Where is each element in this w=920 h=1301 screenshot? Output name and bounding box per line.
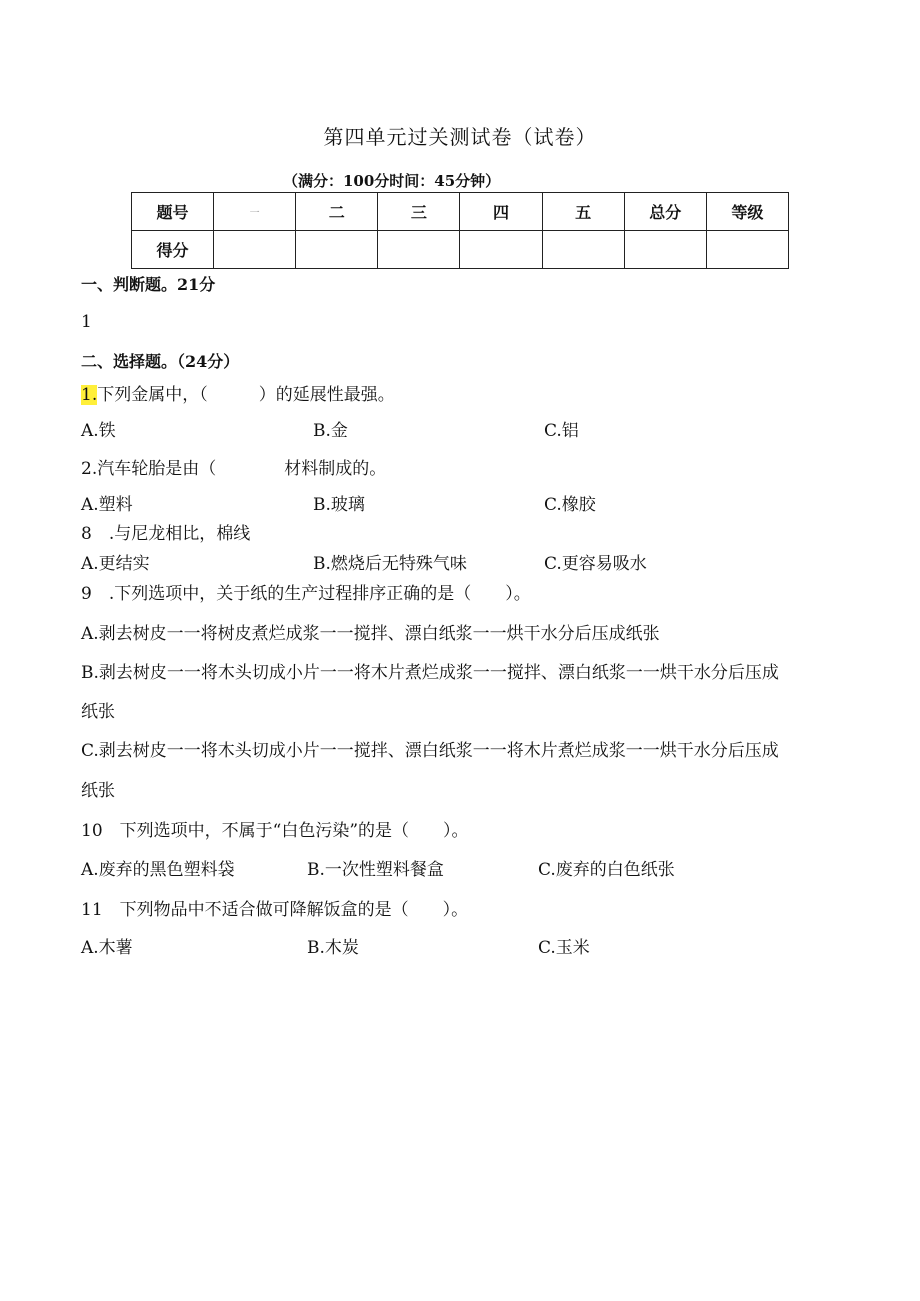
score-cell[interactable] xyxy=(214,231,296,269)
page-title: 第四单元过关测试卷（试卷） xyxy=(323,125,597,149)
score-row-label: 得分 xyxy=(132,231,214,269)
score-cell[interactable] xyxy=(542,231,624,269)
q8-option-b: B.燃烧后无特殊气味 xyxy=(313,554,467,574)
score-table-score-row xyxy=(132,231,789,269)
q9-option-a: A.剥去树皮一一将树皮煮烂成浆一一搅拌、漂白纸浆一一烘干水分后压成纸张 xyxy=(81,624,660,644)
score-cell[interactable] xyxy=(460,231,542,269)
q10-option-a: A.废弃的黑色塑料袋 xyxy=(81,860,235,880)
q9-option-c-cont: 纸张 xyxy=(81,781,115,801)
score-cell[interactable] xyxy=(296,231,378,269)
q2-option-c: C.橡胶 xyxy=(544,495,596,515)
q11-option-a: A.木薯 xyxy=(81,938,133,958)
section-1-title: 一、判断题。21分 xyxy=(81,275,216,294)
q8-option-a: A.更结实 xyxy=(81,554,150,574)
question-1 xyxy=(81,380,395,405)
question-9: 9 .下列选项中，关于纸的生产过程排序正确的是（ ）。 xyxy=(81,584,531,604)
header-cell-grade: 等级 xyxy=(706,193,788,231)
score-cell[interactable] xyxy=(706,231,788,269)
q1-option-a: A.铁 xyxy=(81,421,116,441)
header-cell-total: 总分 xyxy=(624,193,706,231)
header-cell-5: 五 xyxy=(542,193,624,231)
section-2-title: 二、选择题。（24分） xyxy=(81,352,240,371)
section-1-body: 1 xyxy=(81,312,92,332)
header-cell-4: 四 xyxy=(460,193,542,231)
header-cell-3: 三 xyxy=(378,193,460,231)
q2-option-b: B.玻璃 xyxy=(313,495,365,515)
question-1-number: 1. xyxy=(81,385,98,405)
q1-option-c: C.铝 xyxy=(544,421,579,441)
question-10: 10 下列选项中，不属于“白色污染”的是（ ）。 xyxy=(81,821,469,841)
question-11: 11 下列物品中不适合做可降解饭盒的是（ ）。 xyxy=(81,900,469,920)
exam-info: （满分：100分时间：45分钟） xyxy=(283,172,501,190)
q10-option-c: C.废弃的白色纸张 xyxy=(538,860,675,880)
q11-option-b: B.木炭 xyxy=(307,938,359,958)
q11-option-c: C.玉米 xyxy=(538,938,590,958)
q8-option-c: C.更容易吸水 xyxy=(544,554,647,574)
header-cell-2: 二 xyxy=(296,193,378,231)
q9-option-b: B.剥去树皮一一将木头切成小片一一将木片煮烂成浆一一搅拌、漂白纸浆一一烘干水分后压成 xyxy=(81,663,779,683)
q2-option-a: A.塑料 xyxy=(81,495,133,515)
score-cell[interactable] xyxy=(378,231,460,269)
question-2: 2.汽车轮胎是由（ 材料制成的。 xyxy=(81,459,387,479)
q9-option-b-cont: 纸张 xyxy=(81,702,115,722)
q9-option-c: C.剥去树皮一一将木头切成小片一一搅拌、漂白纸浆一一将木片煮烂成浆一一烘干水分后压成 xyxy=(81,741,779,761)
header-cell-question-no: 题号 xyxy=(132,193,214,231)
question-1-text: 下列金属中，（ ）的延展性最强。 xyxy=(97,385,395,405)
score-table-header-row xyxy=(132,193,789,231)
q10-option-b: B.一次性塑料餐盒 xyxy=(307,860,444,880)
q1-option-b: B.金 xyxy=(313,421,348,441)
score-table xyxy=(131,192,789,269)
question-8: 8 .与尼龙相比，棉线 xyxy=(81,524,251,544)
header-cell-1: 一 xyxy=(214,193,296,231)
score-cell[interactable] xyxy=(624,231,706,269)
